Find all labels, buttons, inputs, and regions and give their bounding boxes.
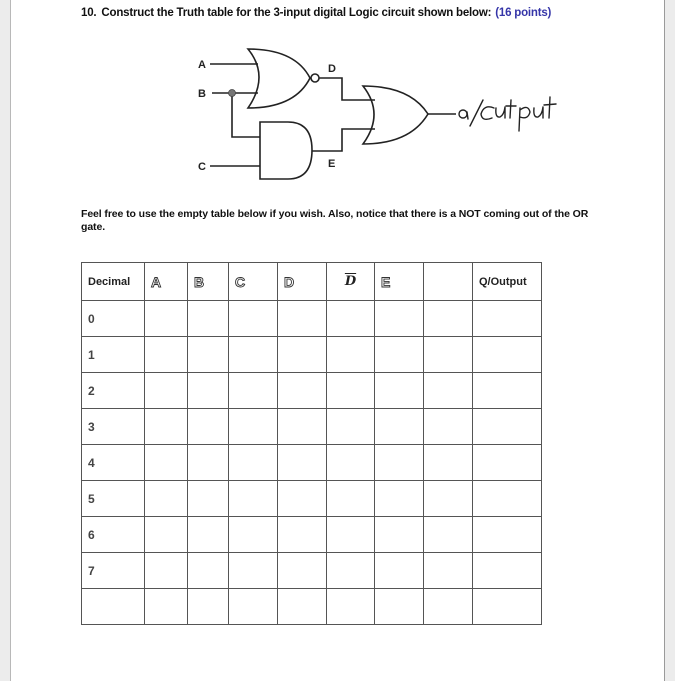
table-row bbox=[82, 409, 542, 445]
cell-blank[interactable] bbox=[424, 445, 473, 481]
cell-d-bar[interactable] bbox=[327, 517, 375, 553]
cell-b[interactable] bbox=[188, 553, 229, 589]
cell-d-bar[interactable] bbox=[327, 481, 375, 517]
cell-q-output[interactable] bbox=[473, 481, 542, 517]
cell-b[interactable] bbox=[188, 481, 229, 517]
input-label-c: C bbox=[198, 161, 206, 173]
cell-e[interactable] bbox=[375, 589, 424, 625]
cell-d-bar[interactable] bbox=[327, 553, 375, 589]
cell-e[interactable] bbox=[375, 553, 424, 589]
cell-a[interactable] bbox=[145, 517, 188, 553]
cell-d-bar[interactable] bbox=[327, 409, 375, 445]
cell-b[interactable] bbox=[188, 409, 229, 445]
table-header-row bbox=[82, 263, 542, 301]
cell-blank[interactable] bbox=[424, 301, 473, 337]
decimal-cell bbox=[82, 589, 145, 625]
question-number: 10. bbox=[81, 7, 97, 19]
cell-c[interactable] bbox=[229, 589, 278, 625]
cell-b[interactable] bbox=[188, 373, 229, 409]
cell-blank[interactable] bbox=[424, 409, 473, 445]
cell-a[interactable] bbox=[145, 409, 188, 445]
cell-d[interactable] bbox=[278, 553, 327, 589]
question-points: (16 points) bbox=[495, 7, 552, 19]
cell-q-output[interactable] bbox=[473, 373, 542, 409]
question-text: Construct the Truth table for the 3-input digital Logic circuit shown below: bbox=[101, 7, 492, 19]
wire-label-d: D bbox=[328, 63, 336, 75]
cell-b[interactable] bbox=[188, 301, 229, 337]
cell-b[interactable] bbox=[188, 337, 229, 373]
table-row bbox=[82, 589, 542, 625]
header-d: D bbox=[278, 263, 327, 301]
cell-d[interactable] bbox=[278, 481, 327, 517]
cell-e[interactable] bbox=[375, 337, 424, 373]
cell-d[interactable] bbox=[278, 409, 327, 445]
cell-e[interactable] bbox=[375, 445, 424, 481]
junction-dot bbox=[229, 90, 236, 97]
cell-q-output[interactable] bbox=[473, 445, 542, 481]
header-q-output: Q/Output bbox=[473, 263, 542, 301]
cell-blank[interactable] bbox=[424, 481, 473, 517]
table-row bbox=[82, 481, 542, 517]
logic-circuit-diagram bbox=[170, 40, 590, 190]
header-e: E bbox=[375, 263, 424, 301]
cell-e[interactable] bbox=[375, 373, 424, 409]
input-label-b: B bbox=[198, 88, 206, 100]
header-c: C bbox=[229, 263, 278, 301]
cell-c[interactable] bbox=[229, 517, 278, 553]
cell-d[interactable] bbox=[278, 301, 327, 337]
cell-d[interactable] bbox=[278, 337, 327, 373]
instruction-note: Feel free to use the empty table below if you wish. Also, notice that there is a NOT coming out of the OR gate. bbox=[81, 208, 589, 233]
decimal-cell: 1 bbox=[82, 337, 145, 373]
table-row bbox=[82, 337, 542, 373]
wire-label-e: E bbox=[328, 158, 336, 170]
cell-c[interactable] bbox=[229, 553, 278, 589]
cell-b[interactable] bbox=[188, 589, 229, 625]
cell-q-output[interactable] bbox=[473, 409, 542, 445]
cell-a[interactable] bbox=[145, 481, 188, 517]
cell-a[interactable] bbox=[145, 301, 188, 337]
header-d-bar bbox=[327, 263, 375, 301]
cell-c[interactable] bbox=[229, 409, 278, 445]
cell-e[interactable] bbox=[375, 517, 424, 553]
cell-c[interactable] bbox=[229, 373, 278, 409]
question-heading bbox=[81, 7, 551, 19]
cell-a[interactable] bbox=[145, 373, 188, 409]
handwritten-output-label bbox=[459, 97, 556, 131]
decimal-cell: 6 bbox=[82, 517, 145, 553]
table-row bbox=[82, 553, 542, 589]
cell-b[interactable] bbox=[188, 445, 229, 481]
cell-c[interactable] bbox=[229, 301, 278, 337]
cell-blank[interactable] bbox=[424, 517, 473, 553]
cell-e[interactable] bbox=[375, 409, 424, 445]
cell-d-bar[interactable] bbox=[327, 301, 375, 337]
cell-q-output[interactable] bbox=[473, 517, 542, 553]
cell-b[interactable] bbox=[188, 517, 229, 553]
cell-d[interactable] bbox=[278, 589, 327, 625]
header-d-bar-label: $\overline{D}$ bbox=[344, 274, 357, 289]
decimal-cell: 0 bbox=[82, 301, 145, 337]
table-row bbox=[82, 373, 542, 409]
cell-q-output[interactable] bbox=[473, 589, 542, 625]
header-b: B bbox=[188, 263, 229, 301]
decimal-cell: 4 bbox=[82, 445, 145, 481]
cell-e[interactable] bbox=[375, 301, 424, 337]
cell-a[interactable] bbox=[145, 589, 188, 625]
decimal-cell: 5 bbox=[82, 481, 145, 517]
cell-blank[interactable] bbox=[424, 337, 473, 373]
cell-c[interactable] bbox=[229, 481, 278, 517]
cell-d-bar[interactable] bbox=[327, 373, 375, 409]
cell-d[interactable] bbox=[278, 517, 327, 553]
cell-q-output[interactable] bbox=[473, 337, 542, 373]
cell-a[interactable] bbox=[145, 337, 188, 373]
header-blank bbox=[424, 263, 473, 301]
cell-a[interactable] bbox=[145, 445, 188, 481]
nor-gate bbox=[248, 49, 310, 108]
cell-d-bar[interactable] bbox=[327, 337, 375, 373]
and-gate bbox=[260, 122, 312, 179]
cell-d-bar[interactable] bbox=[327, 445, 375, 481]
cell-q-output[interactable] bbox=[473, 301, 542, 337]
cell-c[interactable] bbox=[229, 337, 278, 373]
or-gate bbox=[363, 86, 428, 144]
table-row bbox=[82, 445, 542, 481]
table-row bbox=[82, 517, 542, 553]
header-a: A bbox=[145, 263, 188, 301]
cell-q-output[interactable] bbox=[473, 553, 542, 589]
header-decimal: Decimal bbox=[82, 263, 145, 301]
cell-d-bar[interactable] bbox=[327, 589, 375, 625]
cell-d[interactable] bbox=[278, 445, 327, 481]
cell-a[interactable] bbox=[145, 553, 188, 589]
input-label-a: A bbox=[198, 59, 206, 71]
cell-c[interactable] bbox=[229, 445, 278, 481]
cell-blank[interactable] bbox=[424, 373, 473, 409]
cell-blank[interactable] bbox=[424, 553, 473, 589]
table-row bbox=[82, 301, 542, 337]
decimal-cell: 3 bbox=[82, 409, 145, 445]
cell-blank[interactable] bbox=[424, 589, 473, 625]
truth-table bbox=[81, 262, 542, 625]
decimal-cell: 2 bbox=[82, 373, 145, 409]
cell-d[interactable] bbox=[278, 373, 327, 409]
decimal-cell: 7 bbox=[82, 553, 145, 589]
cell-e[interactable] bbox=[375, 481, 424, 517]
